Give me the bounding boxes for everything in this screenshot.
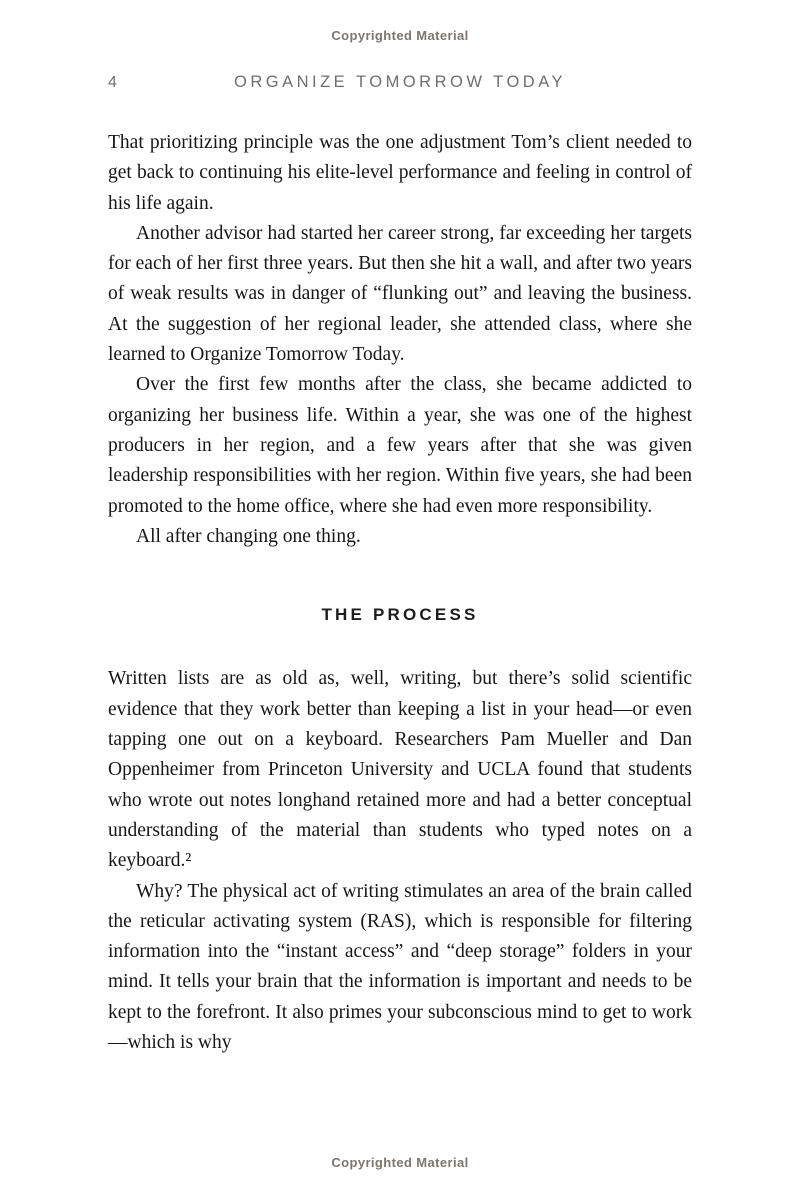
running-title: ORGANIZE TOMORROW TODAY (234, 73, 566, 91)
paragraph: Another advisor had started her career strong, far exceeding her targets for each of her first three years. But then she hit a wall, and after two years of weak results was in danger of “flunking out” and leaving the business. At the suggestion of her regional leader, she attended class, where she learned to Organize Tomorrow Today. (108, 222, 692, 366)
copyright-notice-top: Copyrighted Material (331, 28, 469, 43)
paragraph: All after changing one thing. (136, 525, 361, 547)
section-heading: THE PROCESS (321, 605, 479, 625)
page-header (0, 73, 800, 93)
paragraph: Why? The physical act of writing stimulates an area of the brain called the reticular activating system (RAS), which is responsible for filtering information into the “instant access” and “deep storage” folders in your mind. It tells your brain that the information is important and needs to be kept to the forefront. It also primes your subconscious mind to get to work—which is why (108, 880, 692, 1054)
page-number: 4 (108, 74, 117, 91)
body-text (108, 128, 692, 1058)
copyright-notice-bottom: Copyrighted Material (331, 1155, 469, 1170)
paragraph: Written lists are as old as, well, writing, but there’s solid scientific evidence that they work better than keeping a list in your head—or even tapping one out on a keyboard. Researchers Pam Mueller and Dan Oppenheimer from Princeton University and UCLA found that students who wrote out notes longhand retained more and had a better conceptual understanding of the material than students who typed notes on a keyboard.² (108, 668, 692, 872)
paragraph: That prioritizing principle was the one adjustment Tom’s client needed to get back to continuing his elite-level performance and feeling in control of his life again. (108, 132, 692, 214)
paragraph: Over the first few months after the class, she became addicted to organizing her business life. Within a year, she was one of the highest producers in her region, and a few years after that she was given leadership responsibilities with her region. Within five years, she had been promoted to the home office, where she had even more responsibility. (108, 374, 692, 517)
